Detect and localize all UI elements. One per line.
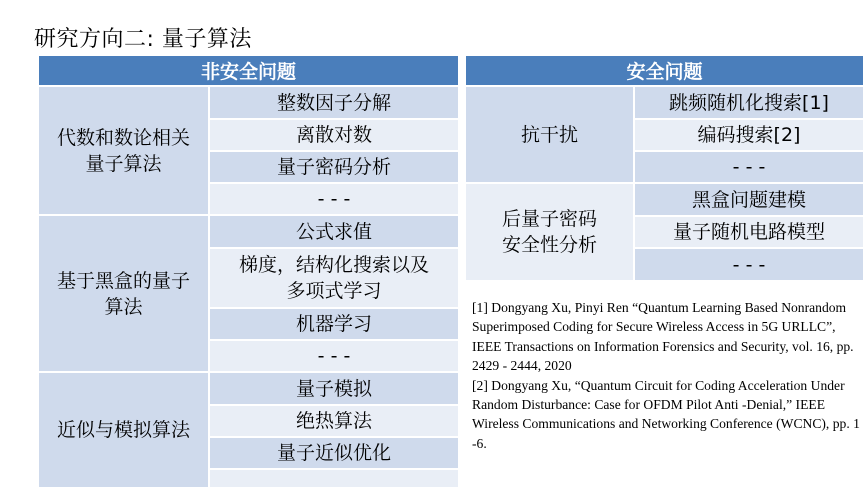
left-item: 量子密码分析: [210, 152, 458, 182]
right-table-header: 安全问题: [466, 56, 863, 85]
left-item: 绝热算法: [210, 406, 458, 436]
left-item-empty: [210, 470, 458, 487]
left-item: 公式求值: [210, 216, 458, 247]
left-item-ellipsis: - - -: [210, 341, 458, 371]
left-item: 量子模拟: [210, 373, 458, 404]
left-item: 量子近似优化: [210, 438, 458, 468]
right-item: 黑盒问题建模: [635, 184, 863, 215]
references: [472, 298, 860, 453]
left-item: 梯度，结构化搜索以及 多项式学习: [210, 249, 458, 307]
left-item-ellipsis: - - -: [210, 184, 458, 214]
left-table-header: 非安全问题: [39, 56, 458, 85]
right-item: 跳频随机化搜索[1]: [635, 87, 863, 118]
right-category-pqc: 后量子密码 安全性分析: [466, 184, 633, 280]
right-item: 量子随机电路模型: [635, 217, 863, 247]
right-item-ellipsis: - - -: [635, 152, 863, 182]
slide-title: 研究方向二: 量子算法: [34, 27, 252, 52]
left-category-approx: 近似与模拟算法: [39, 373, 208, 487]
left-item: 离散对数: [210, 120, 458, 150]
left-item: 整数因子分解: [210, 87, 458, 118]
left-category-algebra: 代数和数论相关 量子算法: [39, 87, 208, 214]
left-category-blackbox: 基于黑盒的量子 算法: [39, 216, 208, 371]
right-item: 编码搜索[2]: [635, 120, 863, 150]
reference-2: [2] Dongyang Xu, “Quantum Circuit for Coding Acceleration Under Random Disturbance: Case for OFDM Pilot Anti -Denial,” IEEE Wireless Communications and Networking Conference (WCNC), pp. 1 -6.: [472, 377, 860, 451]
reference-1: [1] Dongyang Xu, Pinyi Ren “Quantum Learning Based Nonrandom Superimposed Coding for Secure Wireless Access in 5G URLLC”, IEEE Transactions on Information Forensics and Security, vol. 16, pp. 2429 - 2444, 2020: [472, 300, 854, 374]
left-item: 机器学习: [210, 309, 458, 339]
right-item-ellipsis: - - -: [635, 249, 863, 280]
right-category-antijam: 抗干扰: [466, 87, 633, 182]
